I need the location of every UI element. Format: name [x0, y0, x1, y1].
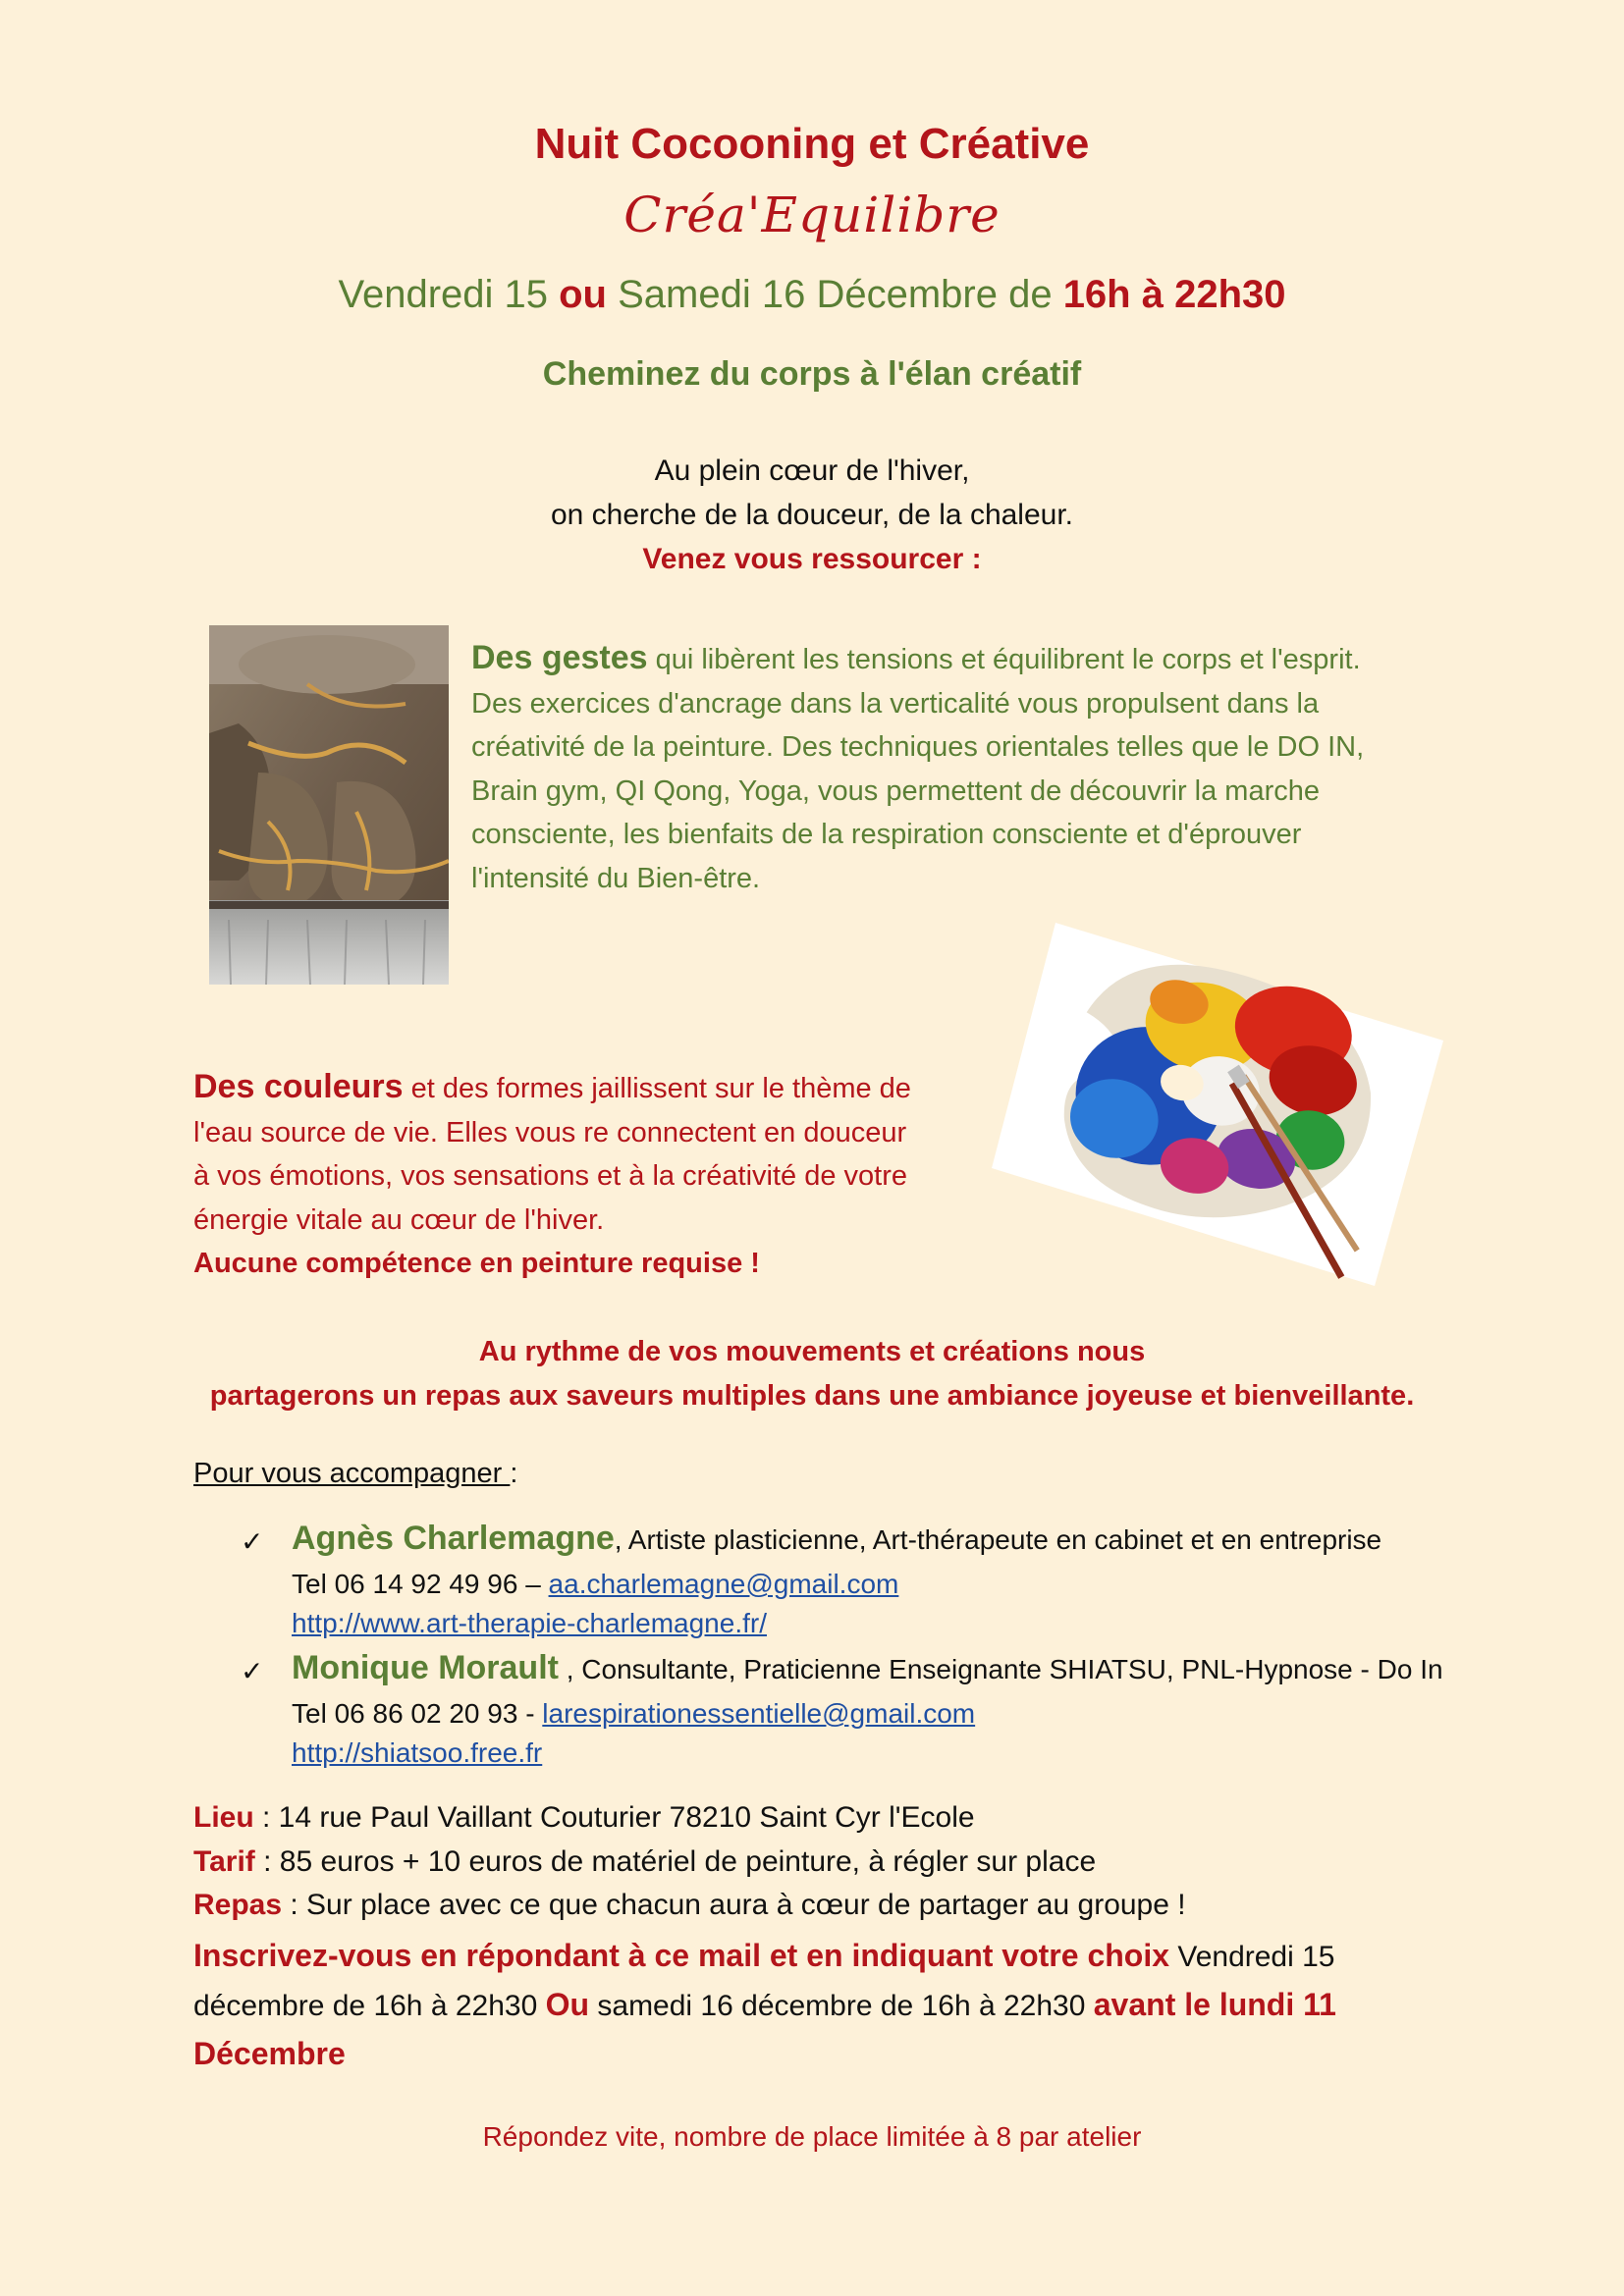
date-part1: Vendredi 15: [338, 273, 560, 316]
signup-text-1: Vendredi 15: [1169, 1941, 1335, 1973]
person-email-link[interactable]: larespirationessentielle@gmail.com: [542, 1698, 976, 1729]
tarif-label: Tarif: [193, 1844, 255, 1878]
accompagner-heading: [193, 1458, 517, 1490]
couleurs-line-1: et des formes jaillissent sur le thème de: [403, 1073, 911, 1104]
rythme-line-1: Au rythme de vos mouvements et créations nous: [478, 1336, 1146, 1367]
signup-bold-3: avant le lundi 11: [1093, 1987, 1336, 2022]
gestes-line-4: Brain gym, QI Qong, Yoga, vous permettent de découvrir la marche: [471, 774, 1321, 807]
couleurs-line-2: l'eau source de vie. Elles vous re connectent en douceur: [193, 1116, 907, 1148]
intro-line-1: Au plein cœur de l'hiver,: [654, 454, 970, 487]
gestes-paragraph: [471, 636, 1453, 900]
gestes-line-2: Des exercices d'ancrage dans la verticalité vous propulsent dans la: [471, 687, 1320, 720]
signup-bold-4: Décembre: [193, 2036, 346, 2071]
tagline: Cheminez du corps à l'élan créatif: [542, 355, 1082, 393]
couleurs-paragraph: [193, 1065, 979, 1286]
date-ou: ou: [559, 273, 607, 316]
check-icon: ✓: [241, 1526, 264, 1557]
repas-label: Repas: [193, 1889, 283, 1921]
couleurs-line-3: à vos émotions, vos sensations et à la créativité de votre: [193, 1160, 907, 1192]
person-role: , Consultante, Praticienne Enseignante SHIATSU, PNL-Hypnose - Do In: [558, 1654, 1443, 1684]
feet-photo: [209, 625, 449, 985]
gestes-line-3: créativité de la peinture. Des techniques orientales telles que le DO IN,: [471, 731, 1365, 763]
person-role: , Artiste plasticienne, Art-thérapeute en cabinet et en entreprise: [614, 1524, 1382, 1555]
accompagner-label: Pour vous accompagner: [193, 1458, 511, 1489]
couleurs-line-5: Aucune compétence en peinture requise !: [193, 1248, 760, 1279]
person-email-link[interactable]: aa.charlemagne@gmail.com: [548, 1569, 899, 1599]
check-icon: ✓: [241, 1656, 264, 1686]
person-website-link[interactable]: http://shiatsoo.free.fr: [292, 1737, 543, 1768]
paint-palette-image: [982, 923, 1443, 1286]
couleurs-lead: Des couleurs: [193, 1068, 404, 1105]
gestes-line-1: qui libèrent les tensions et équilibrent le corps et l'esprit.: [647, 644, 1361, 675]
repas-value: : Sur place avec ce que chacun aura à cœur de partager au groupe !: [282, 1889, 1186, 1921]
tarif-value: : 85 euros + 10 euros de matériel de peinture, à régler sur place: [254, 1844, 1097, 1878]
signup-paragraph: [193, 1932, 1411, 2079]
person-tel: Tel 06 86 02 20 93 -: [292, 1698, 543, 1729]
page-subtitle: Créa'Equilibre: [623, 187, 1001, 243]
date-part2: Samedi 16 Décembre de: [607, 273, 1063, 316]
intro-line-2: on cherche de la douceur, de la chaleur.: [550, 499, 1074, 531]
date-hours: 16h à 22h30: [1062, 273, 1286, 316]
intro-line-3: Venez vous ressourcer :: [642, 543, 982, 575]
lieu-value: : 14 rue Paul Vaillant Couturier 78210 Saint Cyr l'Ecole: [253, 1801, 975, 1834]
page-title: Nuit Cocooning et Créative: [534, 120, 1090, 168]
signup-text-2: décembre de 16h à 22h30: [193, 1990, 546, 2022]
rythme-line-2: partagerons un repas aux saveurs multiples dans une ambiance joyeuse et bienveillante.: [209, 1379, 1415, 1412]
signup-text-3: samedi 16 décembre de 16h à 22h30: [589, 1990, 1094, 2022]
event-dates: [0, 273, 1624, 317]
footer-note: Répondez vite, nombre de place limitée à 8 par atelier: [482, 2121, 1142, 2152]
lieu-label: Lieu: [193, 1801, 254, 1834]
person-website-link[interactable]: http://www.art-therapie-charlemagne.fr/: [292, 1608, 767, 1638]
couleurs-line-4: énergie vitale au cœur de l'hiver.: [193, 1203, 605, 1236]
person-name: Agnès Charlemagne: [292, 1520, 615, 1557]
practical-info: [193, 1796, 1470, 1928]
rythme-paragraph: [0, 1330, 1624, 1417]
person-tel: Tel 06 14 92 49 96 –: [292, 1569, 549, 1599]
accompagner-colon: :: [510, 1458, 518, 1489]
person-name: Monique Morault: [292, 1649, 559, 1686]
signup-bold-2: Ou: [545, 1987, 590, 2022]
gestes-lead: Des gestes: [471, 639, 648, 676]
signup-bold-1: Inscrivez-vous en répondant à ce mail et en indiquant votre choix: [193, 1938, 1170, 1973]
gestes-line-5: consciente, les bienfaits de la respiration consciente et d'éprouver: [471, 819, 1302, 850]
gestes-line-6: l'intensité du Bien-être.: [471, 862, 761, 894]
